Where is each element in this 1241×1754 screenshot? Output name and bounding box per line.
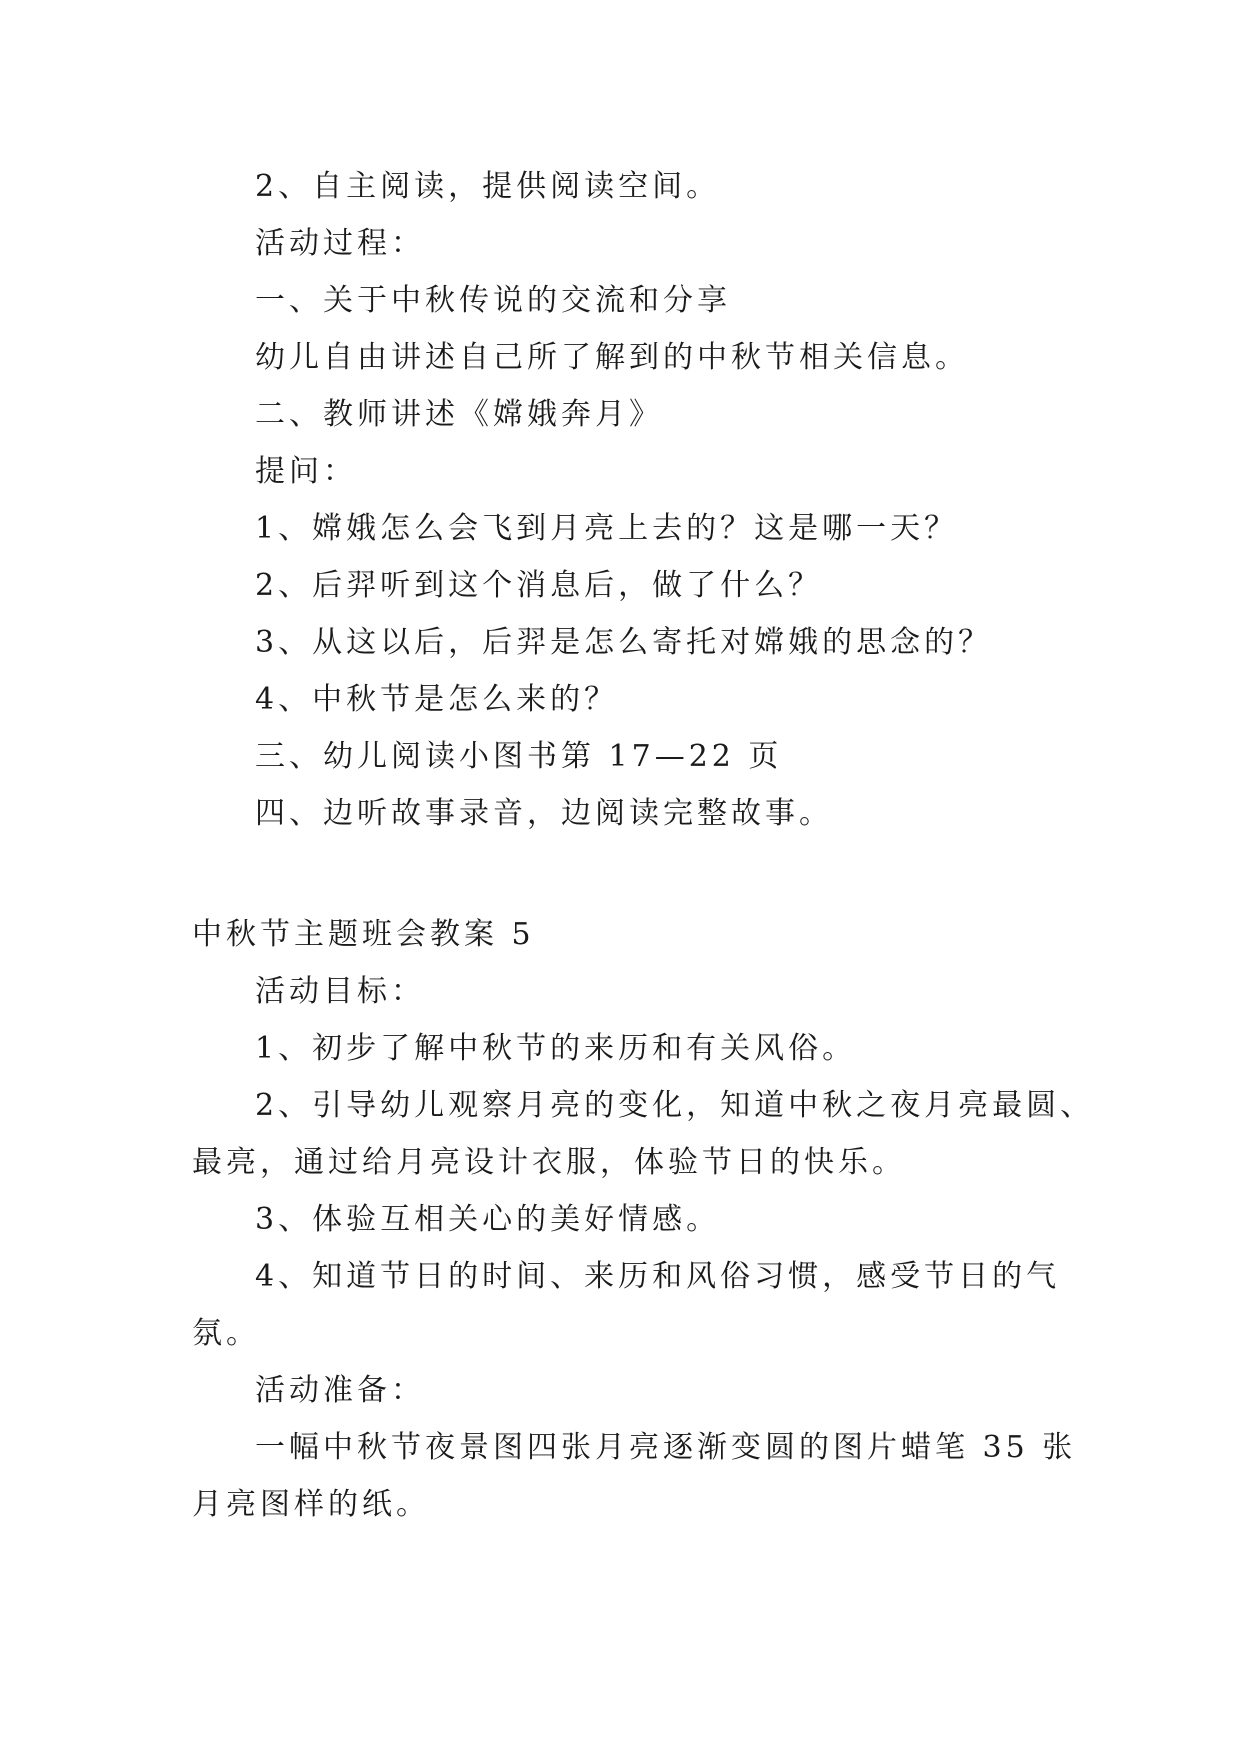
goal-2-line-2: 最亮，通过给月亮设计衣服，体验节日的快乐。 [192, 1145, 906, 1180]
question-3: 3、从这以后，后羿是怎么寄托对嫦娥的思念的？ [255, 625, 993, 660]
question-2: 2、后羿听到这个消息后，做了什么？ [255, 568, 823, 603]
prep-line-1: 一幅中秋节夜景图四张月亮逐渐变圆的图片蜡笔 35 张 [255, 1430, 1077, 1465]
paragraph-step-1: 一、关于中秋传说的交流和分享 [255, 283, 731, 318]
goal-4-line-1: 4、知道节日的时间、来历和风俗习惯，感受节日的气 [255, 1259, 1061, 1294]
goal-3: 3、体验互相关心的美好情感。 [255, 1202, 721, 1237]
heading-activity-process: 活动过程： [255, 226, 425, 261]
question-4: 4、中秋节是怎么来的？ [255, 682, 619, 717]
heading-questions: 提问： [255, 454, 357, 489]
heading-activity-prep: 活动准备： [255, 1373, 425, 1408]
section-heading: 中秋节主题班会教案 5 [192, 917, 535, 952]
question-1: 1、嫦娥怎么会飞到月亮上去的？这是哪一天？ [255, 511, 959, 546]
goal-1: 1、初步了解中秋节的来历和有关风俗。 [255, 1031, 857, 1066]
prep-line-2: 月亮图样的纸。 [192, 1487, 430, 1522]
paragraph-step-4: 四、边听故事录音，边阅读完整故事。 [255, 796, 833, 831]
heading-activity-goals: 活动目标： [255, 974, 425, 1009]
paragraph-step-2: 二、教师讲述《嫦娥奔月》 [255, 397, 663, 432]
paragraph-children-tell: 幼儿自由讲述自己所了解到的中秋节相关信息。 [255, 340, 969, 375]
goal-2-line-1: 2、引导幼儿观察月亮的变化，知道中秋之夜月亮最圆、 [255, 1088, 1095, 1123]
paragraph-step-3: 三、幼儿阅读小图书第 17—22 页 [255, 739, 783, 774]
paragraph-reading-space: 2、自主阅读，提供阅读空间。 [255, 169, 721, 204]
goal-4-line-2: 氛。 [192, 1316, 260, 1351]
